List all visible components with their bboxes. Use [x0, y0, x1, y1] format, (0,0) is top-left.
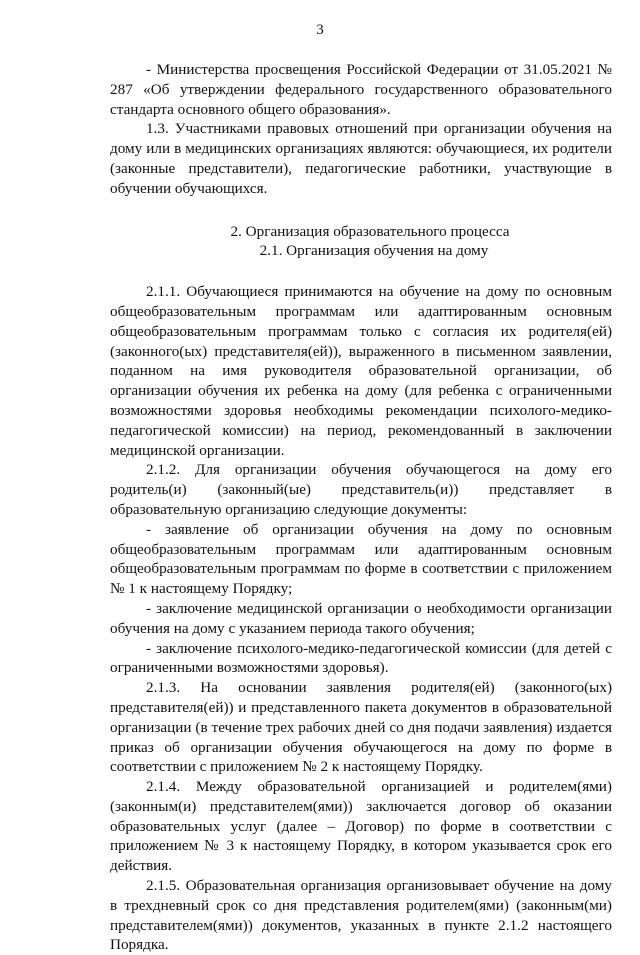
paragraph-2-1-3: 2.1.3. На основании заявления родителя(ей) (законного(ых) представителя(ей)) и представленного пакета документов в образовательной организации (в течение трех рабочих дней со дня подачи заявления) издается приказ об организации обучения обучающегося на дому по форме в соответствии с приложением № 2 к настоящему Порядку.: [110, 679, 612, 776]
page-number: 3: [316, 22, 324, 38]
section-subtitle: 2.1. Организация обучения на дому: [259, 242, 489, 260]
list-item-application: - заявление об организации обучения на дому по основным общеобразовательным программам или адаптированным основным общеобразовательным программам по форме в соответствии с приложением № 1 к настоящему Порядку;: [110, 520, 612, 598]
paragraph-ministry-order: - Министерства просвещения Российской Федерации от 31.05.2021 № 287 «Об утверждении федерального государственного образовательного стандарта основного общего образования».: [110, 61, 612, 118]
section-title: 2. Организация образовательного процесса: [230, 222, 510, 240]
paragraph-2-1-1: 2.1.1. Обучающиеся принимаются на обучение на дому по основным общеобразовательным программам или адаптированным основным общеобразовательным программам только с согласия их родителя(ей) (законного(ых) представителя(ей)), выраженного в письменном заявлении, поданном на имя руководителя образовательной организации, об организации обучения их ребенка на дому (для ребенка с ограниченными возможностями здоровья необходимы рекомендации психолого-медико-педагогической комиссии) на период, рекомендованный в заключении медицинской организации.: [110, 283, 612, 459]
paragraph-1-3: 1.3. Участниками правовых отношений при организации обучения на дому или в медицинских организациях являются: обучающиеся, их родители (законные представители), педагогические работники, участвующие в обучении обучающихся.: [110, 120, 612, 197]
paragraph-2-1-5: 2.1.5. Образовательная организация организовывает обучение на дому в трехдневный срок со дня представления родителем(ями) (законным(ми) представителем(ями)) документов, указанных в пункте 2.1.2 настоящего Порядка.: [110, 877, 612, 954]
paragraph-2-1-2: 2.1.2. Для организации обучения обучающегося на дому его родитель(и) (законный(ые) представитель(и)) представляет в образовательную организацию следующие документы:: [110, 461, 612, 518]
paragraph-2-1-4: 2.1.4. Между образовательной организацией и родителем(ями) (законным(и) представителем(ями)) заключается договор об оказании образовательных услуг (далее – Договор) по форме в соответствии с приложением № 3 к настоящему Порядку, в котором указывается срок его действия.: [110, 778, 612, 875]
list-item-medical-conclusion: - заключение медицинской организации о необходимости организации обучения на дому с указанием периода такого обучения;: [110, 599, 612, 637]
spacer: [110, 261, 612, 282]
list-item-pmpk-conclusion: - заключение психолого-медико-педагогической комиссии (для детей с ограниченными возможностями здоровья).: [110, 639, 612, 677]
document-body: [110, 60, 612, 955]
